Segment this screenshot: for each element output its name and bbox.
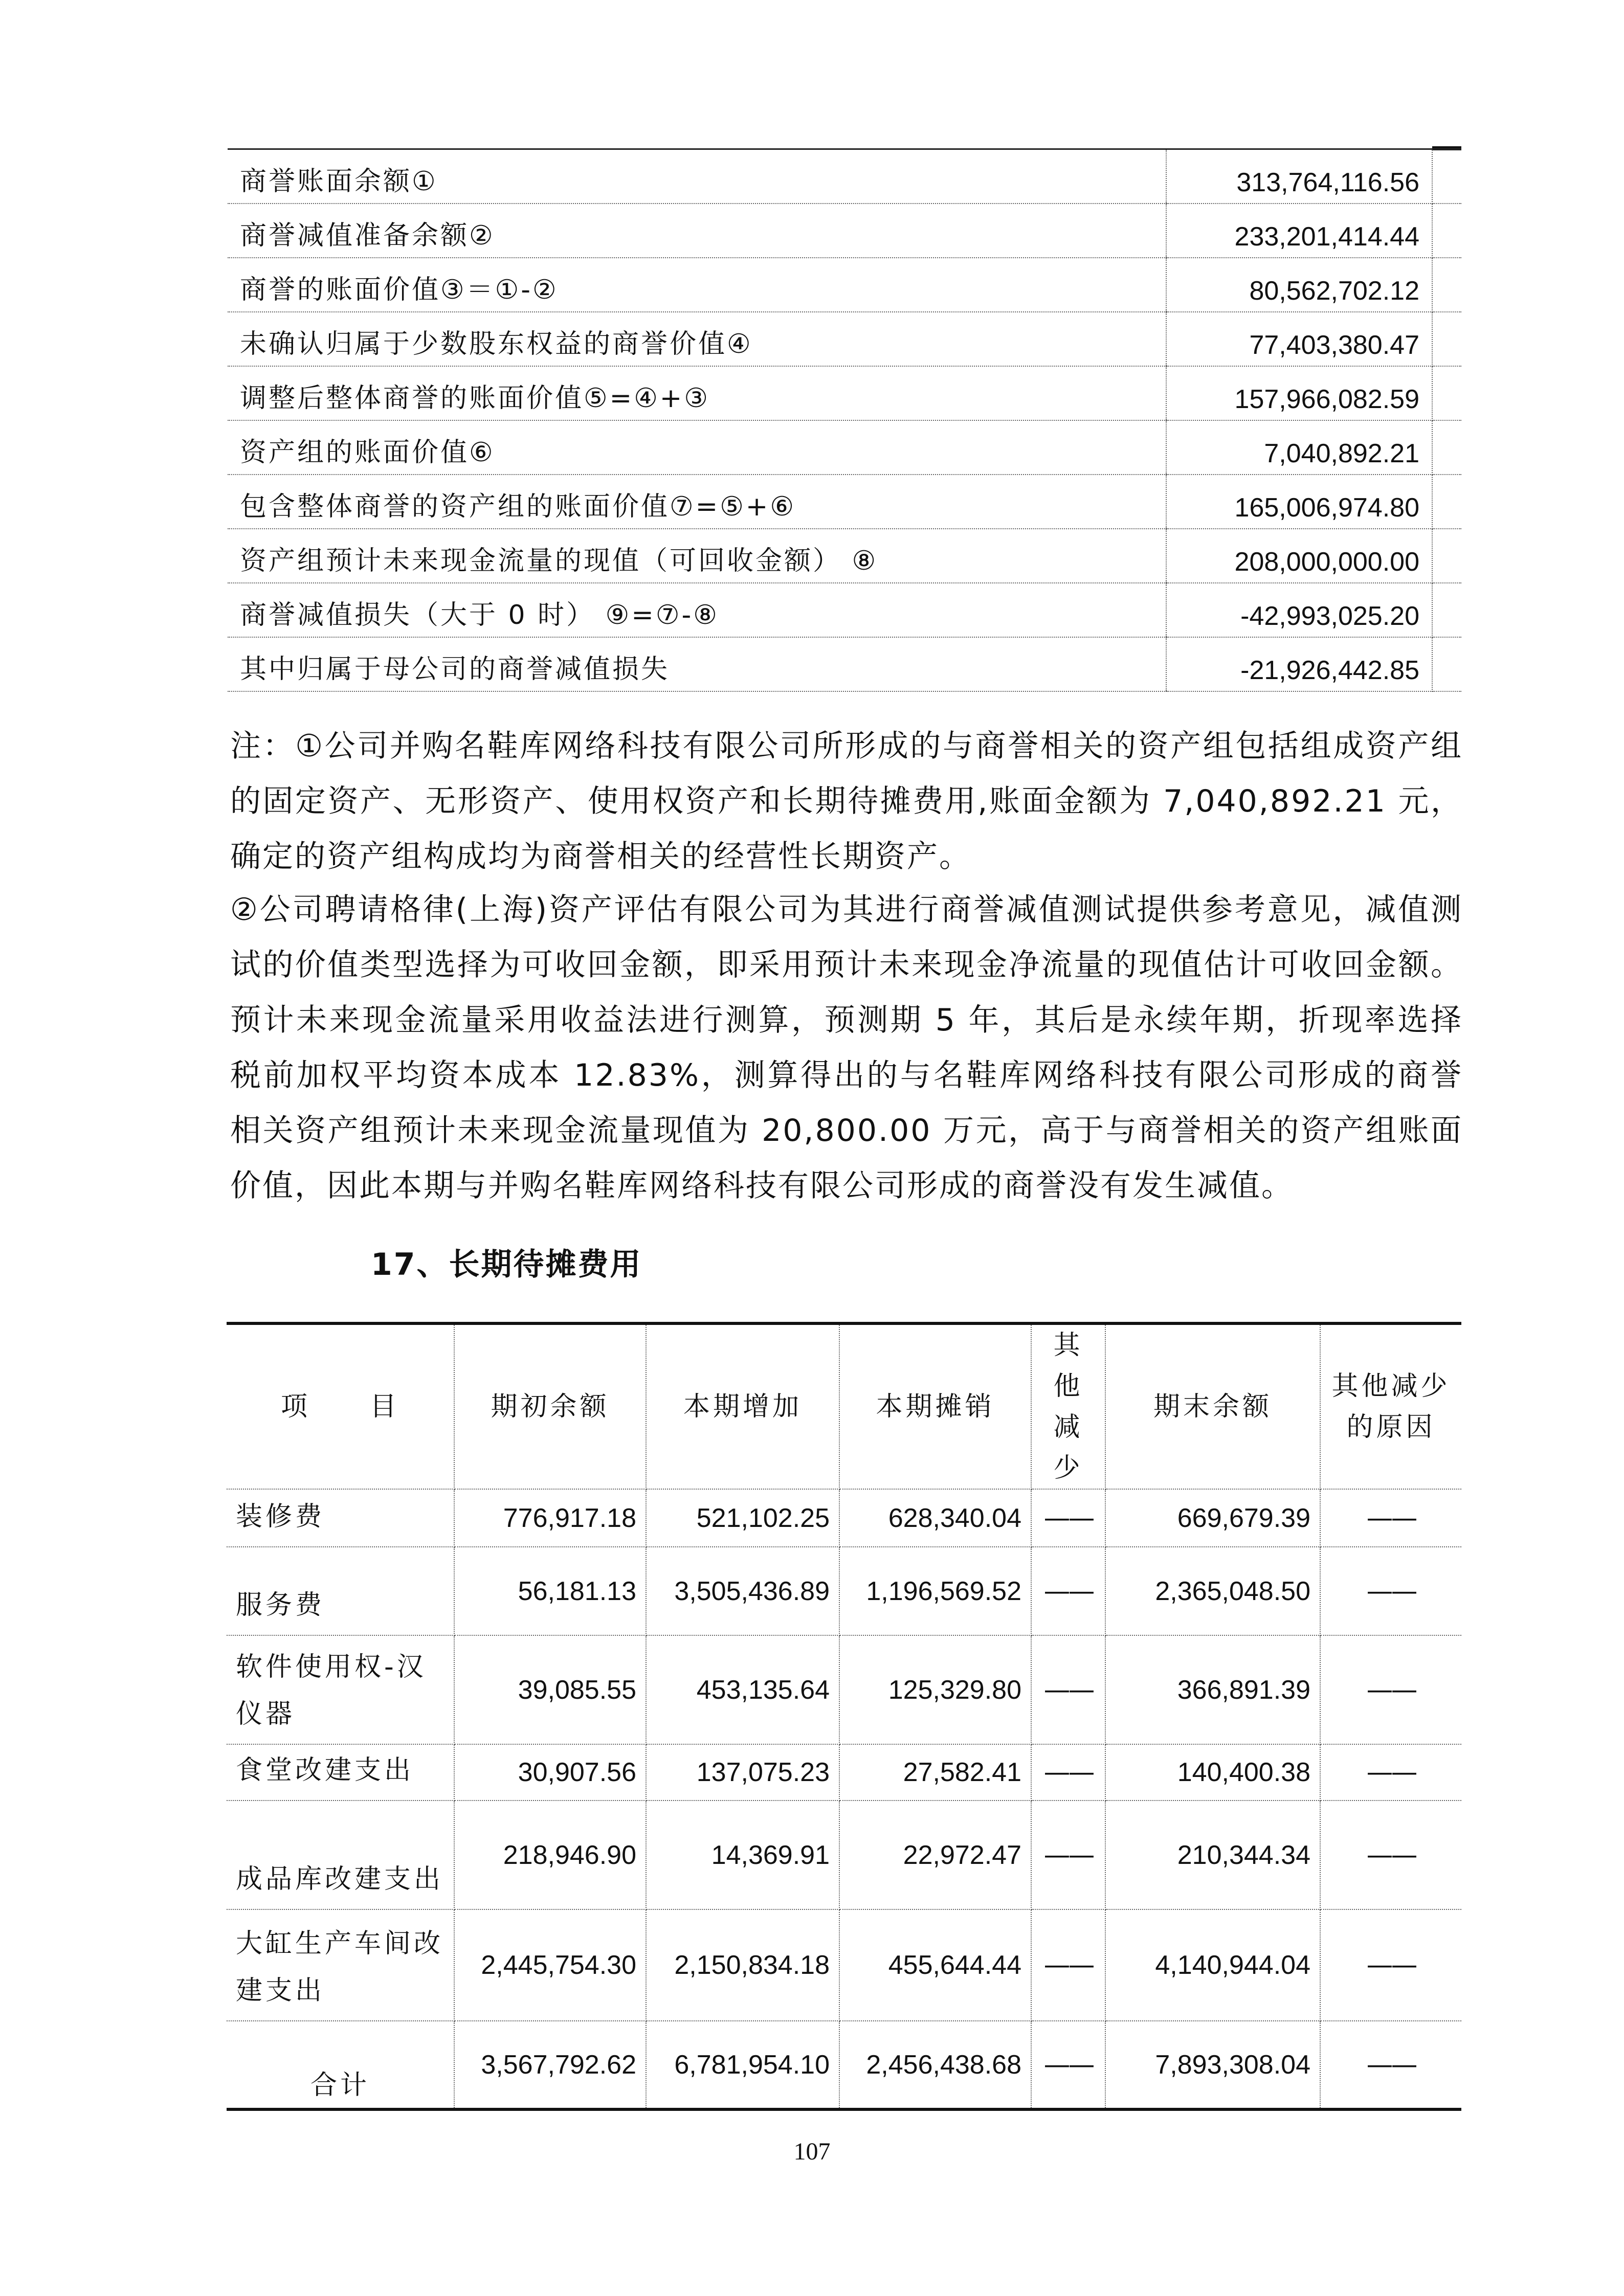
cell-total-reason: —— [1320,2021,1461,2109]
section-title: 17、长期待摊费用 [371,1247,642,1282]
cell-other-decrease: —— [1031,1800,1105,1909]
cell-total-amortization: 2,456,438.68 [839,2021,1031,2109]
cell-amortization: 1,196,569.52 [839,1547,1031,1635]
cell-reason: —— [1320,1489,1461,1547]
row-value: 7,040,892.21 [1166,420,1432,475]
table-row [227,1489,1461,1547]
header-closing: 期末余额 [1105,1323,1320,1489]
cell-amortization: 455,644.44 [839,1909,1031,2021]
cell-other-decrease: —— [1031,1909,1105,2021]
table-row [228,204,1461,258]
row-label: 资产组的账面价值⑥ [228,420,1166,475]
row-label: 调整后整体商誉的账面价值⑤=④+③ [228,366,1166,420]
row-label: 商誉减值准备余额② [228,204,1166,258]
note-2: ②公司聘请格律(上海)资产评估有限公司为其进行商誉减值测试提供参考意见，减值测试的价值类型选择为可收回金额，即采用预计未来现金净流量的现值估计可收回金额。预计未来现金流量采用收益法进行测算，预测期 5 年，其后是永续年期，折现率选择税前加权平均资本成本 12.83%，测算得出的与名鞋库网络科技有限公司形成的商誉相关资产组预计未来现金流量现值为 20,800.00 万元，高于与商誉相关的资产组账面价值，因此本期与并购名鞋库网络科技有限公司形成的商誉没有发生减值。 [230,892,1463,1204]
table-row [228,475,1461,529]
table-row [228,258,1461,312]
cell-total-other-decrease: —— [1031,2021,1105,2109]
cell-reason: —— [1320,1744,1461,1800]
table-header-row [227,1323,1461,1489]
table-row [227,1800,1461,1909]
table-row [227,1635,1461,1744]
cell-total-opening: 3,567,792.62 [454,2021,646,2109]
table-row [228,529,1461,583]
cell-increase: 14,369.91 [646,1800,839,1909]
cell-reason: —— [1320,1800,1461,1909]
cell-total-closing: 7,893,308.04 [1105,2021,1320,2109]
row-label: 资产组预计未来现金流量的现值（可回收金额） ⑧ [228,529,1166,583]
cell-other-decrease: —— [1031,1489,1105,1547]
cell-item: 食堂改建支出 [227,1744,454,1800]
row-value: 165,006,974.80 [1166,475,1432,529]
row-value: 208,000,000.00 [1166,529,1432,583]
cell-other-decrease: —— [1031,1744,1105,1800]
cell-closing: 210,344.34 [1105,1800,1320,1909]
cell-other-decrease: —— [1031,1635,1105,1744]
cell-other-decrease: —— [1031,1547,1105,1635]
cell-amortization: 22,972.47 [839,1800,1031,1909]
header-increase: 本期增加 [646,1323,839,1489]
cell-closing: 2,365,048.50 [1105,1547,1320,1635]
cell-total-increase: 6,781,954.10 [646,2021,839,2109]
row-label: 商誉的账面价值③＝①-② [228,258,1166,312]
cell-item: 服务费 [227,1547,454,1635]
note-1: 注：①公司并购名鞋库网络科技有限公司所形成的与商誉相关的资产组包括组成资产组的固定资产、无形资产、使用权资产和长期待摊费用,账面金额为 7,040,892.21 元，确定的资产组构成均为商誉相关的经营性长期资产。 [230,728,1463,874]
prepaid-expenses-table [227,1322,1461,2111]
cell-opening: 218,946.90 [454,1800,646,1909]
cell-opening: 30,907.56 [454,1744,646,1800]
table-row [228,366,1461,420]
header-amortization: 本期摊销 [839,1323,1031,1489]
cell-opening: 39,085.55 [454,1635,646,1744]
cell-reason: —— [1320,1547,1461,1635]
row-label: 包含整体商誉的资产组的账面价值⑦=⑤+⑥ [228,475,1166,529]
table-row [227,1909,1461,2021]
cell-increase: 521,102.25 [646,1489,839,1547]
cell-closing: 669,679.39 [1105,1489,1320,1547]
table-row [228,312,1461,366]
cell-closing: 366,891.39 [1105,1635,1320,1744]
row-value: 313,764,116.56 [1166,149,1432,204]
cell-total-label: 合计 [227,2021,454,2109]
cell-item: 装修费 [227,1489,454,1547]
table-row [228,149,1461,204]
cell-closing: 4,140,944.04 [1105,1909,1320,2021]
row-value: 233,201,414.44 [1166,204,1432,258]
cell-opening: 56,181.13 [454,1547,646,1635]
cell-increase: 2,150,834.18 [646,1909,839,2021]
table-row [227,1744,1461,1800]
cell-increase: 3,505,436.89 [646,1547,839,1635]
cell-opening: 776,917.18 [454,1489,646,1547]
row-value: 80,562,702.12 [1166,258,1432,312]
row-label: 商誉减值损失（大于 0 时） ⑨=⑦-⑧ [228,583,1166,637]
header-item: 项 目 [227,1323,454,1489]
row-label: 未确认归属于少数股东权益的商誉价值④ [228,312,1166,366]
cell-amortization: 27,582.41 [839,1744,1031,1800]
cell-reason: —— [1320,1909,1461,2021]
row-label: 其中归属于母公司的商誉减值损失 [228,637,1166,691]
table-row [228,637,1461,691]
cell-increase: 137,075.23 [646,1744,839,1800]
table-row [228,420,1461,475]
header-opening: 期初余额 [454,1323,646,1489]
header-reason: 其他减少的原因 [1320,1323,1461,1489]
table-row [227,1547,1461,1635]
row-label: 商誉账面余额① [228,149,1166,204]
table-total-row [227,2021,1461,2109]
row-value: 157,966,082.59 [1166,366,1432,420]
table-row [228,583,1461,637]
cell-increase: 453,135.64 [646,1635,839,1744]
row-value: -21,926,442.85 [1166,637,1432,691]
row-value: 77,403,380.47 [1166,312,1432,366]
cell-opening: 2,445,754.30 [454,1909,646,2021]
cell-amortization: 628,340.04 [839,1489,1031,1547]
cell-item: 大缸生产车间改建支出 [227,1909,454,2021]
cell-closing: 140,400.38 [1105,1744,1320,1800]
row-value: -42,993,025.20 [1166,583,1432,637]
page-number: 107 [793,2138,831,2165]
cell-reason: —— [1320,1635,1461,1744]
goodwill-impairment-table [228,148,1461,692]
cell-item: 成品库改建支出 [227,1800,454,1909]
header-other-decrease: 其他减少 [1031,1323,1105,1489]
cell-amortization: 125,329.80 [839,1635,1031,1744]
cell-item: 软件使用权-汉仪器 [227,1635,454,1744]
